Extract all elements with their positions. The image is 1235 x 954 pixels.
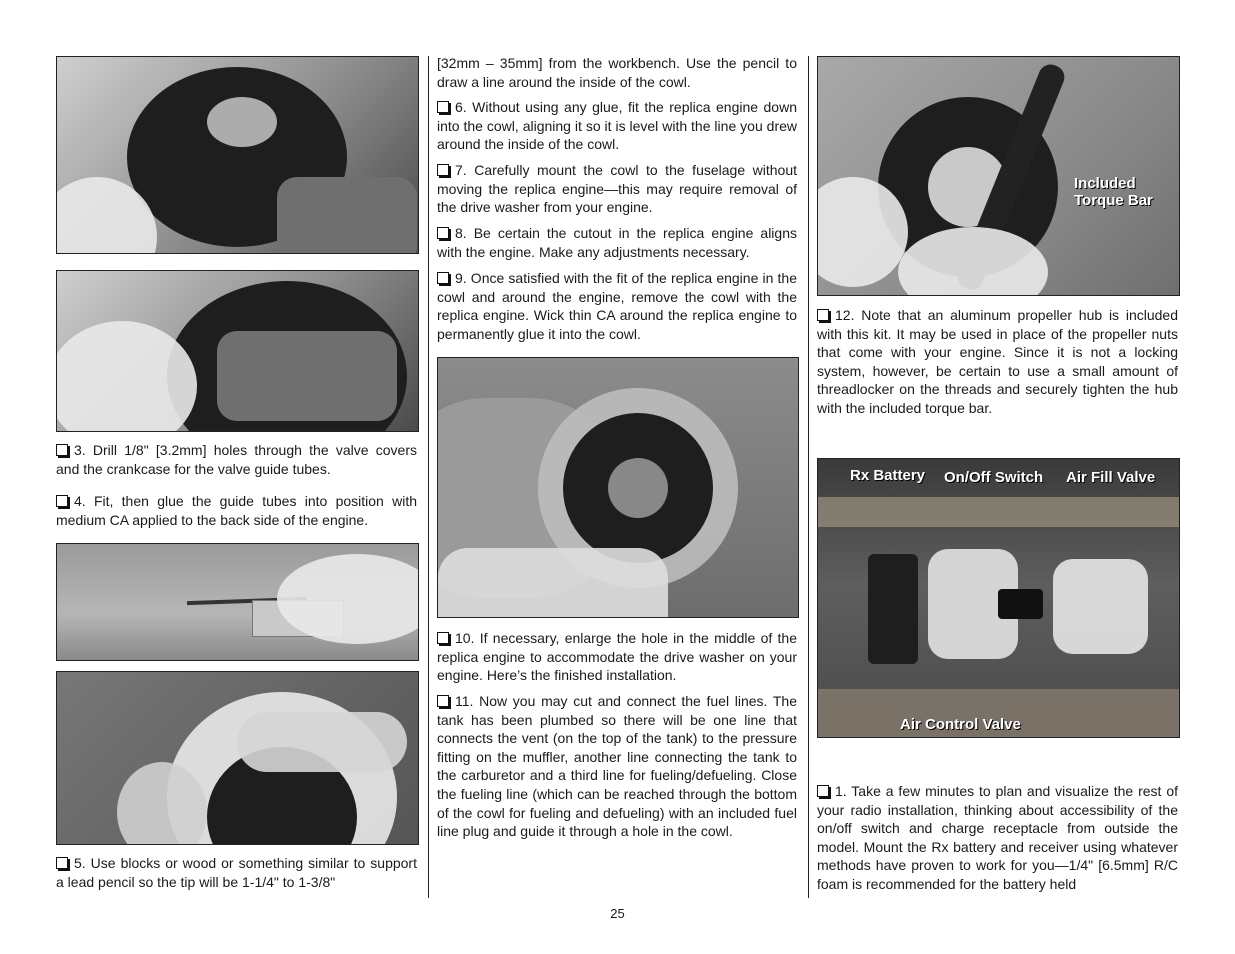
step-6-text [437, 98, 797, 154]
checkbox-icon [437, 164, 449, 176]
step-8-label: 8. Be certain the cutout in the replica engine aligns with the engine. Make any adjustments necessary. [437, 225, 797, 260]
step-10-label: 10. If necessary, enlarge the hole in the middle of the replica engine to accommodate the drive washer on your engine. Here’s the finished installation. [437, 630, 797, 684]
checkbox-icon [437, 227, 449, 239]
checkbox-icon [56, 444, 68, 456]
step-12-text [817, 306, 1178, 418]
checkbox-icon [817, 309, 829, 321]
callout-torque-bar: Torque Bar [1074, 192, 1153, 209]
step-4-label: 4. Fit, then glue the guide tubes into position with medium CA applied to the back side of the engine. [56, 493, 417, 528]
checkbox-icon [817, 785, 829, 797]
photo-torque-bar [817, 56, 1180, 296]
column-divider-1 [428, 56, 429, 898]
callout-air-control-valve: Air Control Valve [900, 716, 1021, 733]
torque-bar-callout [1074, 175, 1153, 209]
callout-air-fill-valve: Air Fill Valve [1066, 469, 1156, 486]
page-number: 25 [610, 906, 625, 921]
checkbox-icon [437, 695, 449, 707]
checkbox-icon [56, 857, 68, 869]
radio-step-1-label: 1. Take a few minutes to plan and visualize the rest of your radio installation, thinking about accessibility of the on/off switch and charge receptacle from outside the model. Mount the Rx battery and receiver using whatever methods have proven to work for you—1/4" [6.5mm] R/C foam is recommended for the battery held [817, 783, 1178, 892]
photo-cowl-line [56, 671, 419, 845]
step-11-label: 11. Now you may cut and connect the fuel lines. The tank has been plumbed so there will be one line that connects the vent (on the top of the tank) to the pressure fitting on the muffler, another line connecting the tank to the carburetor and a third line for fueling/defueling. Close the fueling line (which can be reached through the bottom of the cowl for fueling and defueling) with an included fuel line plug and guide it through a hole in the cowl. [437, 693, 797, 840]
photo-drill-valve-covers [56, 56, 419, 254]
checkbox-icon [437, 101, 449, 113]
step-9-text [437, 269, 797, 343]
photo-drill-crankcase [56, 270, 419, 432]
photo-pencil-block [56, 543, 419, 661]
step-5-text [56, 854, 417, 891]
photo-radio-installation [817, 458, 1180, 738]
step-7-label: 7. Carefully mount the cowl to the fuselage without moving the replica engine—this may require removal of the drive washer from your engine. [437, 162, 797, 216]
column-divider-2 [808, 56, 809, 898]
callout-included: Included [1074, 175, 1136, 192]
step-12-label: 12. Note that an aluminum propeller hub is included with this kit. It may be used in place of the propeller nuts that come with your engine. Since it is not a locking system, however, be certain to use a small amount of threadlocker on the threads and securely tighten the hub with the included torque bar. [817, 307, 1178, 416]
checkbox-icon [437, 272, 449, 284]
step-10-text [437, 629, 797, 685]
step-5-continued-label: [32mm – 35mm] from the workbench. Use the pencil to draw a line around the inside of the cowl. [437, 55, 797, 90]
step-5-label: 5. Use blocks or wood or something similar to support a lead pencil so the tip will be 1-1/4" to 1-3/8" [56, 855, 417, 890]
step-8-text [437, 224, 797, 261]
step-11-text [437, 692, 797, 841]
callout-rx-battery: Rx Battery [850, 467, 926, 484]
step-4-text [56, 492, 417, 529]
step-5-continued-text [437, 54, 797, 91]
step-3-text [56, 441, 417, 478]
checkbox-icon [437, 632, 449, 644]
radio-step-1-text [817, 782, 1178, 894]
checkbox-icon [56, 495, 68, 507]
callout-on-off-switch: On/Off Switch [944, 469, 1044, 486]
photo-finished-engine [437, 357, 799, 618]
step-7-text [437, 161, 797, 217]
step-3-label: 3. Drill 1/8" [3.2mm] holes through the valve covers and the crankcase for the valve guide tubes. [56, 442, 417, 477]
step-6-label: 6. Without using any glue, fit the replica engine down into the cowl, aligning it so it is level with the line you drew around the inside of the cowl. [437, 99, 797, 153]
step-9-label: 9. Once satisfied with the fit of the replica engine in the cowl and around the engine, remove the cowl with the replica engine. Wick thin CA around the replica engine to permanently glue it into the cowl. [437, 270, 797, 342]
